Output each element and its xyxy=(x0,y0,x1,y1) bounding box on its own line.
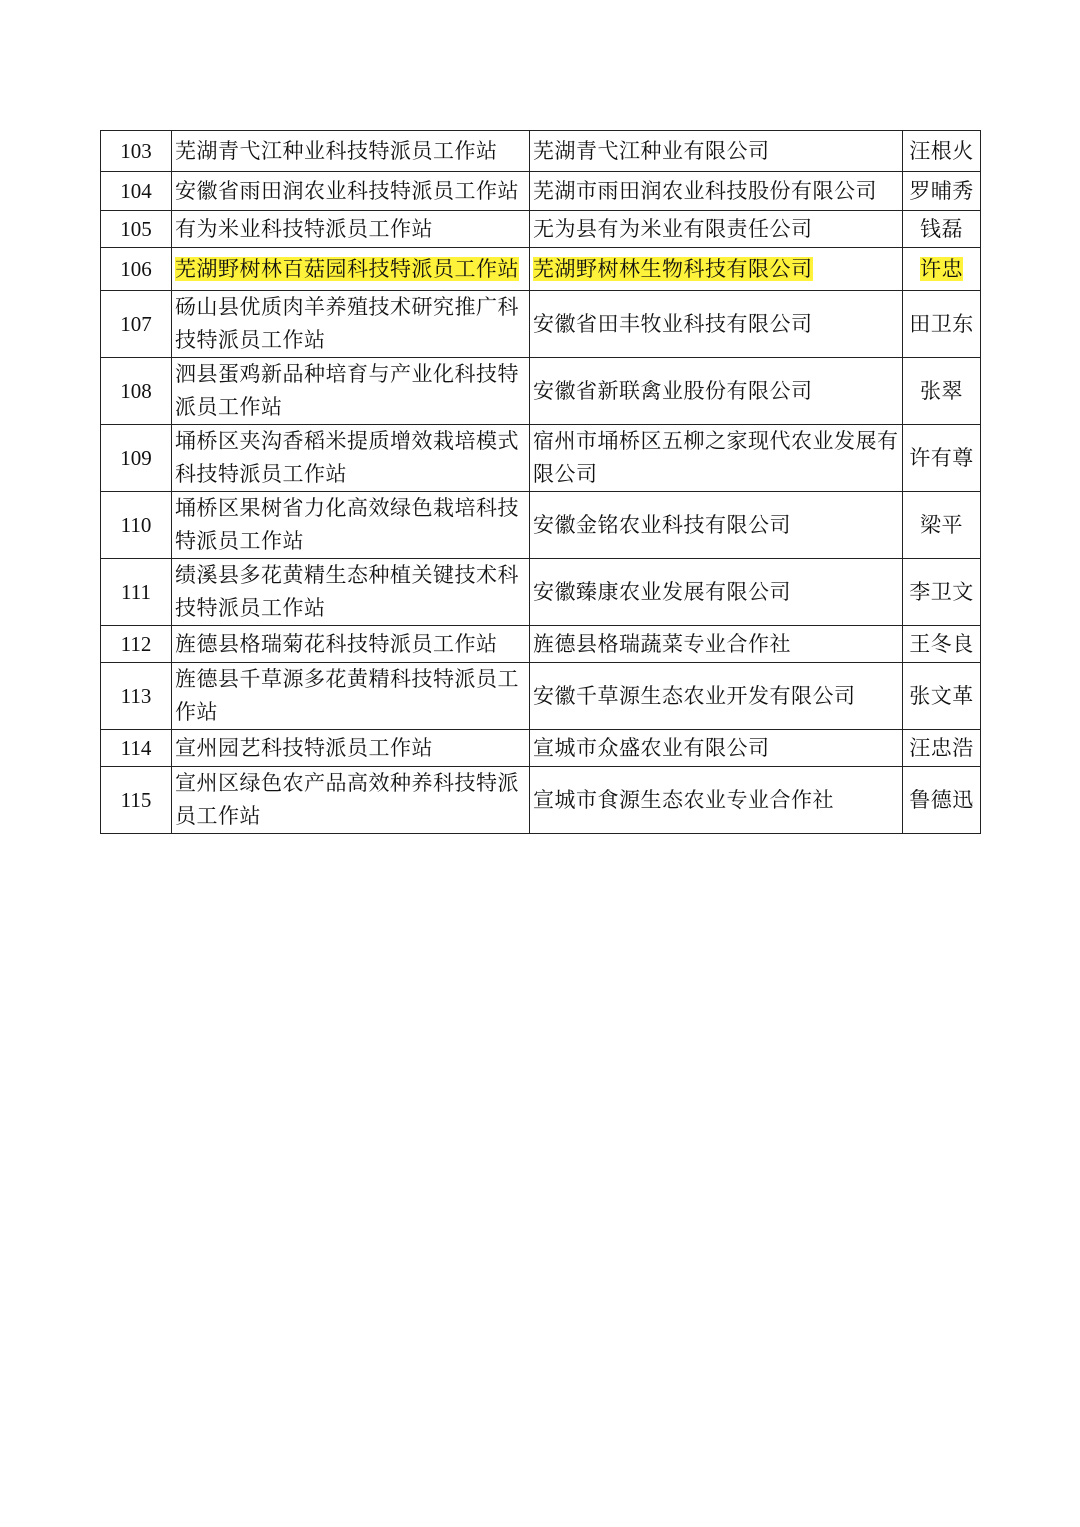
row-number-text: 114 xyxy=(120,735,152,760)
company-name-text: 芜湖青弋江种业有限公司 xyxy=(533,138,770,163)
station-name-text: 绩溪县多花黄精生态种植关键技术科技特派员工作站 xyxy=(175,563,519,620)
station-name-cell xyxy=(172,291,530,358)
station-name-cell xyxy=(172,559,530,626)
row-number-text: 110 xyxy=(120,512,152,537)
company-name-text: 安徽金铭农业科技有限公司 xyxy=(533,512,791,537)
row-number-text: 103 xyxy=(120,138,152,163)
company-name-cell xyxy=(530,248,903,291)
row-number-text: 105 xyxy=(120,216,152,241)
person-name-text: 梁平 xyxy=(920,512,963,537)
person-name-text: 张翠 xyxy=(920,378,963,403)
table-row xyxy=(101,626,981,663)
person-name-text: 田卫东 xyxy=(909,311,974,336)
person-name-cell xyxy=(903,291,981,358)
station-name-text: 砀山县优质肉羊养殖技术研究推广科技特派员工作站 xyxy=(175,295,519,352)
station-name-text: 有为米业科技特派员工作站 xyxy=(175,216,433,241)
table-row xyxy=(101,425,981,492)
table-row xyxy=(101,663,981,730)
person-name-text: 钱磊 xyxy=(920,216,963,241)
row-number-text: 106 xyxy=(120,256,152,281)
company-name-text: 芜湖野树林生物科技有限公司 xyxy=(533,256,813,281)
table-row xyxy=(101,291,981,358)
station-name-cell xyxy=(172,211,530,248)
row-number-cell xyxy=(101,172,172,211)
station-name-text: 旌德县千草源多花黄精科技特派员工作站 xyxy=(175,667,519,724)
company-name-cell xyxy=(530,492,903,559)
person-name-cell xyxy=(903,559,981,626)
table-row xyxy=(101,358,981,425)
station-name-text: 安徽省雨田润农业科技特派员工作站 xyxy=(175,178,519,203)
row-number-text: 107 xyxy=(120,311,152,336)
station-name-text: 芜湖青弋江种业科技特派员工作站 xyxy=(175,138,498,163)
station-name-cell xyxy=(172,425,530,492)
person-name-cell xyxy=(903,211,981,248)
company-name-cell xyxy=(530,425,903,492)
person-name-cell xyxy=(903,663,981,730)
station-name-cell xyxy=(172,131,530,172)
company-name-cell xyxy=(530,663,903,730)
station-name-text: 芜湖野树林百菇园科技特派员工作站 xyxy=(175,256,519,281)
person-name-text: 汪根火 xyxy=(909,138,974,163)
person-name-cell xyxy=(903,358,981,425)
station-table xyxy=(100,130,981,834)
row-number-cell xyxy=(101,291,172,358)
company-name-text: 芜湖市雨田润农业科技股份有限公司 xyxy=(533,178,877,203)
person-name-text: 李卫文 xyxy=(909,579,974,604)
company-name-cell xyxy=(530,767,903,834)
row-number-cell xyxy=(101,358,172,425)
row-number-cell xyxy=(101,626,172,663)
station-name-cell xyxy=(172,248,530,291)
table-row xyxy=(101,559,981,626)
person-name-cell xyxy=(903,425,981,492)
row-number-text: 115 xyxy=(120,787,152,812)
row-number-cell xyxy=(101,767,172,834)
row-number-cell xyxy=(101,248,172,291)
station-table-body xyxy=(101,131,981,834)
company-name-cell xyxy=(530,211,903,248)
station-name-cell xyxy=(172,663,530,730)
station-name-text: 埇桥区果树省力化高效绿色栽培科技特派员工作站 xyxy=(175,496,519,553)
station-name-text: 宣州园艺科技特派员工作站 xyxy=(175,735,433,760)
station-name-text: 埇桥区夹沟香稻米提质增效栽培模式科技特派员工作站 xyxy=(175,429,519,486)
person-name-cell xyxy=(903,730,981,767)
person-name-cell xyxy=(903,131,981,172)
table-row xyxy=(101,131,981,172)
person-name-text: 罗晡秀 xyxy=(909,178,974,203)
row-number-text: 104 xyxy=(120,178,152,203)
row-number-cell xyxy=(101,131,172,172)
person-name-text: 张文革 xyxy=(909,683,974,708)
row-number-cell xyxy=(101,425,172,492)
station-name-cell xyxy=(172,767,530,834)
company-name-text: 宿州市埇桥区五柳之家现代农业发展有限公司 xyxy=(533,429,899,486)
table-row xyxy=(101,730,981,767)
station-name-text: 旌德县格瑞菊花科技特派员工作站 xyxy=(175,631,498,656)
row-number-text: 111 xyxy=(121,579,151,604)
company-name-text: 宣城市众盛农业有限公司 xyxy=(533,735,770,760)
company-name-text: 宣城市食源生态农业专业合作社 xyxy=(533,787,834,812)
station-name-cell xyxy=(172,492,530,559)
row-number-cell xyxy=(101,663,172,730)
station-name-text: 宣州区绿色农产品高效种养科技特派员工作站 xyxy=(175,771,519,828)
table-row xyxy=(101,172,981,211)
company-name-cell xyxy=(530,131,903,172)
station-name-text: 泗县蛋鸡新品种培育与产业化科技特派员工作站 xyxy=(175,362,519,419)
row-number-text: 113 xyxy=(120,683,152,708)
row-number-text: 108 xyxy=(120,378,152,403)
company-name-text: 安徽省新联禽业股份有限公司 xyxy=(533,378,813,403)
company-name-cell xyxy=(530,358,903,425)
table-row xyxy=(101,248,981,291)
table-row xyxy=(101,492,981,559)
person-name-text: 汪忠浩 xyxy=(909,735,974,760)
station-name-cell xyxy=(172,626,530,663)
company-name-text: 无为县有为米业有限责任公司 xyxy=(533,216,813,241)
person-name-text: 许有尊 xyxy=(909,445,974,470)
row-number-cell xyxy=(101,730,172,767)
person-name-cell xyxy=(903,492,981,559)
person-name-text: 鲁德迅 xyxy=(909,787,974,812)
row-number-cell xyxy=(101,211,172,248)
person-name-text: 王冬良 xyxy=(909,631,974,656)
table-row xyxy=(101,767,981,834)
company-name-text: 安徽千草源生态农业开发有限公司 xyxy=(533,683,856,708)
person-name-text: 许忠 xyxy=(920,256,963,281)
company-name-text: 安徽臻康农业发展有限公司 xyxy=(533,579,791,604)
person-name-cell xyxy=(903,172,981,211)
company-name-cell xyxy=(530,291,903,358)
company-name-cell xyxy=(530,172,903,211)
company-name-text: 旌德县格瑞蔬菜专业合作社 xyxy=(533,631,791,656)
company-name-cell xyxy=(530,626,903,663)
person-name-cell xyxy=(903,248,981,291)
row-number-cell xyxy=(101,559,172,626)
row-number-text: 109 xyxy=(120,445,152,470)
station-name-cell xyxy=(172,358,530,425)
table-row xyxy=(101,211,981,248)
company-name-cell xyxy=(530,730,903,767)
company-name-text: 安徽省田丰牧业科技有限公司 xyxy=(533,311,813,336)
company-name-cell xyxy=(530,559,903,626)
row-number-cell xyxy=(101,492,172,559)
station-name-cell xyxy=(172,730,530,767)
row-number-text: 112 xyxy=(120,631,152,656)
station-name-cell xyxy=(172,172,530,211)
person-name-cell xyxy=(903,626,981,663)
person-name-cell xyxy=(903,767,981,834)
